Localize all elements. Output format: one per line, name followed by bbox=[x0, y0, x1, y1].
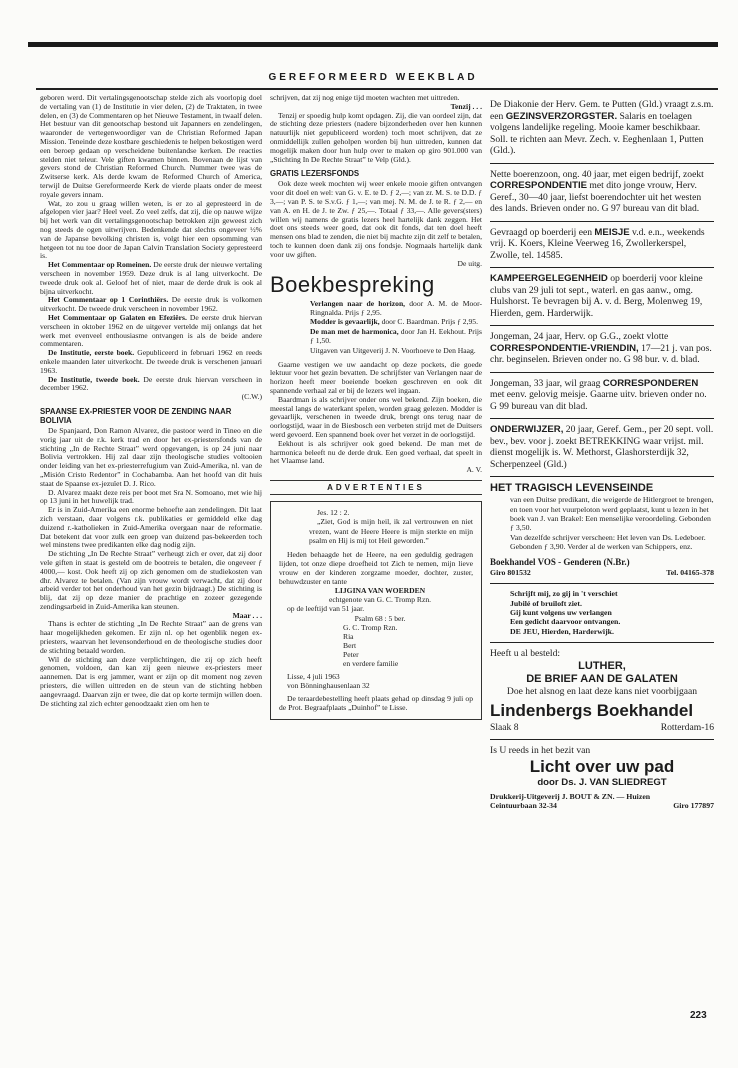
paragraph: Er is in Zuid-Amerika een enorme behoefte aan zendelingen. Dit laat zich verstaan, daar volgens r.k. publikaties er gemiddeld elke dag duizend r.-katholieken in Zuid-Amerika overgaan naar de reformatie. Dat betekent dat voor zulk een groep van duizend pas-bekeerden toch wel minstens twee predikanten elke dag nodig zijn. bbox=[40, 505, 262, 550]
advertisements-heading: ADVERTENTIES bbox=[270, 480, 482, 495]
column-3 bbox=[490, 94, 714, 816]
paragraph: schrijven, dat zij nog enige tijd moeten wachten met uittreden. bbox=[270, 93, 460, 102]
paragraph: De Institutie, eerste boek. Gepubliceerd in februari 1962 en reeds enkele maanden later uitverkocht. De tweede druk is verschenen januari 1963. bbox=[40, 348, 262, 375]
book-review-heading: Boekbespreking bbox=[270, 272, 435, 298]
ad-line: DE JEU, Hierden, Harderwijk. bbox=[510, 626, 614, 636]
page-number: 223 bbox=[690, 1010, 707, 1021]
deceased-name: LIJGINA VAN WOERDEN bbox=[334, 586, 426, 596]
book-publisher: Uitgaven van Uitgeverij J. N. Voorhoeve te Den Haag. bbox=[310, 345, 476, 355]
paragraph: De stichting „In De Rechte Straat” verheugt zich er over, dat zij door vele giften in staat is gesteld om de bootreis te betalen, die ongeveer ƒ 4000,— kost. Ook heeft zij op zich genomen om de studiekosten van dhr. Alvarez te betalen. (Van zijn vrouw wordt verwacht, dat zij door arbeid verder tot het onderhoud van het gezin bijdraagt.) De stichting is blij, dat zij op deze manier de prachtige en zozeer gezegende zendingsarbeid in Zuid-Amerika kan steunen. bbox=[40, 549, 262, 611]
subheading-maar: Maar . . . bbox=[232, 610, 262, 620]
paragraph: Eekhout is als schrijver ook goed bekend. De man met de harmonica beleeft nu de derde druk. Een goed verhaal, dat speelt in het Vlaamse land. bbox=[270, 438, 482, 466]
lindenbergs-ad bbox=[490, 643, 714, 740]
paragraph: Tenzij er spoedig hulp komt opdagen. Zij, die van oordeel zijn, dat de stichting deze priesters (nadere bijzonderheden over hen kunnen natuurlijk niet gepubliceerd worden) toch moet schrijven, dat ze onmiddellijk zullen geholpen worden bij hun uittreden, kunnen dat mogelijk maken door hun hulp over te maken op giro 901.000 van „Stichting In De Rechte Straat” te Velp (Gld.). bbox=[270, 110, 482, 164]
paragraph: Thans is echter de stichting „In De Rechte Straat” aan de grens van haar mogelijkheden gekomen. Er zijn nl. op het ogenblik negen ex-priesters, waarvan het levensonderhoud en de theologische studies door de stichting betaald worden. bbox=[40, 619, 262, 655]
ad-line: Een gedicht daarvoor ontvangen. bbox=[510, 617, 621, 627]
paragraph: Het Commentaar op Romeinen. De eerste druk der nieuwe vertaling verscheen in november 1959. Deze druk is al lang uitverkocht. De tweede druk ook al. Geloof het of niet, maar de derde druk is ook al bijna uitverkocht. bbox=[40, 260, 262, 296]
printer-contact: Ceintuurbaan 32-34 Giro 177897 bbox=[490, 801, 714, 811]
death-announcement bbox=[270, 501, 482, 719]
ad-author: door Ds. J. VAN SLIEDREGT bbox=[537, 777, 667, 789]
paragraph: De Institutie, tweede boek. De eerste druk hiervan verscheen in december 1962. bbox=[40, 374, 262, 393]
ad-line: Gij kunt volgens uw verlangen bbox=[510, 608, 612, 618]
family-member: G. C. Tromp Rzn. bbox=[343, 622, 398, 632]
ad-text: van een Duitse predikant, die weigerde de Hitlergroet te brengen, en toen voor het vuurpeloton werd geplaatst, kunt u lezen in het boek van J. van Brakel: Een menselijke veroordeling. Gebonden ƒ 3,50. bbox=[510, 495, 714, 533]
book-entry: De man met de harmonica, door Jan H. Eekhout. Prijs ƒ 1,50. bbox=[310, 327, 482, 346]
paragraph: D. Alvarez maakt deze reis per boot met Sra N. Somoano, met wie hij op 13 juni in het huwelijk trad. bbox=[40, 487, 262, 506]
book-list bbox=[270, 300, 482, 356]
paragraph: Ook deze week mochten wij weer enkele mooie giften ontvangen voor dit doel en wel: van G. v. E. te D. ƒ 2,—; van zr. M. S. te D.D. ƒ 3,—; van P. S. te S.v.G. ƒ 1,—; van mej. N. M. de J. te R. ƒ 2,— en van A. en H. de J. te Zw. ƒ 25,—. Totaal ƒ 33,—. Alle gevers(sters) willen wij namens de gratis lezers heel hartelijk dank zeggen. Het doet ons steeds weer goed, dat ook dit fonds, dat ten doel heeft mensen ons blad te zenden, die niet bij machte zijn dit zelf te betalen, toch te kunnen doen dank zij ons fondsje. Nogmaals hartelijk dank voor uw giften. bbox=[270, 179, 482, 259]
column-2 bbox=[270, 94, 482, 720]
section-heading: GRATIS LEZERSFONDS bbox=[270, 169, 360, 179]
classified-ad: De Diakonie der Herv. Gem. te Putten (Gld.) vraagt z.s.m. een GEZINSVERZORGSTER. Salaris en toelagen volgens landelijke regeling. Mooie kamer beschikbaar. Soll. te richten aan Mevr. Zech. v. Eeghenlaan 1, Putten (Gld.). bbox=[490, 94, 714, 164]
signature: A. V. bbox=[466, 465, 482, 475]
age: op de leeftijd van 51 jaar. bbox=[287, 604, 365, 614]
classified-ad: KAMPEERGELEGENHEID op boerderij voor kleine clubs van 29 juli tot sept., waterl. en gas aanw., omg. Hulshorst. Te bevragen bij A. v. d. Berg, Molenweg 19, Hierden, gem. Harderwijk. bbox=[490, 268, 714, 326]
header-rule bbox=[36, 88, 718, 90]
paragraph: Wil de stichting aan deze verplichtingen, die zij op zich heeft genomen, voldoen, dan kan zij geen nieuwe ex-priesters meer aannemen. Dat is erg jammer, want er zijn op dit moment nog zeven priesters, die willen uittreden en de steun van de stichting hebben aangevraagd. Daarvan zijn er twee, die dat op korte termijn willen doen. De stichting zal zich echter genoodzaakt zien om hen te bbox=[40, 654, 262, 708]
classified-ad: Jongeman, 24 jaar, Herv. op G.G., zoekt vlotte CORRESPONDENTIE-VRIENDIN, 17—21 j. van pos. chr. beginselen. Brieven onder no. G 98 bur. v. d. blad. bbox=[490, 326, 714, 373]
book-entry: Verlangen naar de horizon, door A. M. de Moor-Ringnalda. Prijs ƒ 2,95. bbox=[310, 298, 482, 317]
announcement-text: Heden behaagde het de Heere, na een geduldig gedragen lijden, tot onze diepe droefheid tot Zich te nemen, mijn lieve vrouw en der kinderen zorgzame moeder, dochter, zuster, behuwdzuster en tante bbox=[279, 549, 473, 587]
place-date: Lisse, 4 juli 1963 bbox=[287, 672, 340, 682]
classified-ad: Nette boerenzoon, ong. 40 jaar, met eigen bedrijf, zoekt CORRESPONDENTIE met dito jonge vrouw, Herv. Geref., 30—40 jaar, liefst boerendochter uit het westen des lands. Brieven onder no. G 97 bureau van dit blad. bbox=[490, 164, 714, 222]
licht-ad bbox=[490, 740, 714, 816]
section-heading: SPAANSE EX-PRIESTER VOOR DE ZENDING NAAR BOLIVIA bbox=[40, 406, 232, 425]
ad-line: Jubilé of bruiloft ziet. bbox=[510, 598, 582, 608]
ad-title: LUTHER, bbox=[578, 659, 626, 672]
family-member: Peter bbox=[343, 649, 359, 659]
classified-ad: Jongeman, 33 jaar, wil graag CORRESPONDEREN met eenv. gelovig meisje. Gaarne uitv. brieven onder no. G 99 bureau van dit blad. bbox=[490, 373, 714, 420]
book-ad-vos bbox=[490, 477, 714, 584]
page-header: GEREFORMEERD WEEKBLAD bbox=[268, 72, 478, 83]
top-black-bar bbox=[28, 42, 718, 47]
ad-title: DE BRIEF AAN DE GALATEN bbox=[526, 672, 678, 685]
spouse: echtgenote van G. C. Tromp Rzn. bbox=[328, 595, 432, 605]
classified-ad: Gevraagd op boerderij een MEISJE v.d. e.n., weekends vrij. K. Koers, Kleine Veerweg 16, Zwollerkerspel, Zwolle, tel. 14585. bbox=[490, 222, 714, 269]
signature: (C.W.) bbox=[241, 392, 262, 402]
shop-name: Lindenbergs Boekhandel bbox=[490, 701, 694, 721]
paragraph: Wat, zo zou u graag willen weten, is er zo al gepresteerd in de afgelopen vier jaar? Heel veel. Zo veel zelfs, dat zij, die op nauwe wijze bij het werk van dit vertalingsgenootschap betrokken zijn geweest zich nog steeds de ogen uitwrijven. Bedenkende dat slechts ongeveer ½% van de Japanse bevolking christen is, volgt hier een opsomming van hetgeen tot nu toe door de Japan Calvin Translation Society gepresteerd is. bbox=[40, 198, 262, 261]
shop-name: Boekhandel VOS - Genderen (N.Br.) bbox=[490, 557, 630, 568]
shop-address: Slaak 8 Rotterdam-16 bbox=[490, 721, 714, 733]
family-member: Bert bbox=[343, 640, 357, 650]
paragraph: Gaarne vestigen we uw aandacht op deze pockets, die goede lektuur voor het gezin bevatten. De schrijfster van Verlangen naar de horizon heeft meer boeiende boeken geschreven en ook dit spannende verhaal zal er bij de lezers wel ingaan. bbox=[270, 359, 482, 396]
ad-question: Heeft u al besteld: bbox=[490, 648, 561, 660]
ad-line: Schrijft mij, zo gij in 't verschiet bbox=[510, 589, 618, 599]
signature: De uitg. bbox=[457, 258, 482, 268]
classified-ad: ONDERWIJZER, 20 jaar, Geref. Gem., per 20 sept. voll. bev., bev. voor j. zoekt BETREKKING waar vrijst. mil. dienst mogelijk is. W. Methorst, Glashorsterdijk 32, Scherpenzeel (Gld.) bbox=[490, 419, 714, 477]
address: von Bönninghausenlaan 32 bbox=[287, 681, 370, 691]
paragraph: Baardman is als schrijver onder ons wel bekend. Zijn boeken, die meestal langs de waterkant spelen, worden graag gelezen. Modder is gevaarlijk, verschenen in tweede druk, brengt ons terug naar de oorlogstijd, waar in de Biesbosch een verbeten strijd met de Duitsers werd gevoerd. Een spannend boek over het verzet in de oorlogstijd. bbox=[270, 394, 482, 440]
verse: „Ziet, God is mijn heil, ik zal vertrouwen en niet vrezen, want de Heere Heere is mijn sterkte en mijn psalm en Hij is mij tot Heil geworden.” bbox=[309, 517, 473, 545]
verse-ref: Jes. 12 : 2. bbox=[317, 508, 350, 518]
family-member: Ria bbox=[343, 631, 354, 641]
family-member: en verdere familie bbox=[343, 659, 399, 669]
subheading-tenzij: Tenzij . . . bbox=[450, 101, 482, 111]
paragraph: geboren werd. Dit vertalingsgenootschap stelde zich als voorlopig doel de vertaling van (1) de Institutie in vier delen, (2) de Traktaten, in twee delen, en (3) de Commentaren op het Nieuwe Testament, in twaalf delen. Het bestuur van dit genootschap bestond uit Japanners en zendelingen, waaronder de vertegenwoordiger van de Christian Reformed Japan Mission. Teneinde deze kostbare geschiedenis te helpen bekostigen werd een beroep gedaan op verscheidene buitenlandse kerken. De reacties stelden niet teleur. Vele giften kwamen binnen. Bovenaan de lijst van gevers stond de Christian Reformed Church. Nummer twee was de Zwitserse kerk. Als derde kwam de Reformed Church of America, terwijl de Duitse Gereformeerde Kerk de vierde plaats onder de meest royale gevers innam. bbox=[40, 93, 263, 199]
paragraph: De Spanjaard, Don Ramon Alvarez, die pastoor werd in Tineo en die vorig jaar uit de r.k. kerk trad en door het ex-priestersfonds van de stichting „In de Rechte Straat” werd opgevangen, is op 24 juni naar Bolivia vertrokken. Hij zal daar zijn theologische studies voltooien onder leiding van het ex-priesterrefugium van Zuid-Amerika, nl. van de „Misión Cristo Redentor” in Cochabamba. Aan het hoofd van dit huis staat de Spaanse ex-jezuïet D. J. Rico. bbox=[40, 425, 262, 488]
psalm: Psalm 68 : 5 ber. bbox=[354, 613, 406, 623]
book-entry: Modder is gevaarlijk, door C. Baardman. Prijs ƒ 2,95. bbox=[310, 317, 478, 327]
ad-text: Doe het alsnog en laat deze kans niet voorbijgaan bbox=[506, 685, 698, 697]
poem-ad bbox=[490, 584, 714, 643]
column-1 bbox=[40, 94, 262, 708]
ad-title: Licht over uw pad bbox=[529, 756, 675, 776]
ad-question: Is U reeds in het bezit van bbox=[490, 745, 591, 757]
paragraph: Het Commentaar op 1 Corinthiërs. De eerste druk is volkomen uitverkocht. De tweede druk verscheen in november 1962. bbox=[40, 295, 262, 314]
paragraph: Het Commentaar op Galaten en Efeziërs. De eerste druk hiervan verscheen in oktober 1962 en de uitgever vertelde mij onlangs dat het werk met evenveel enthousiasme ontvangen is als de beide andere commentaren. bbox=[40, 312, 262, 349]
printer: Drukkerij-Uitgeverij J. BOUT & ZN. — Huizen bbox=[490, 791, 651, 801]
burial: De teraardebestelling heeft plaats gehad op dinsdag 9 juli op de Prot. Begraafplaats „Duinhof” te Lisse. bbox=[279, 694, 473, 713]
shop-contact: Giro 801532 Tel. 04165-378 bbox=[490, 568, 714, 578]
ad-headline: HET TRAGISCH LEVENSEINDE bbox=[490, 482, 654, 494]
ad-text: Van dezelfde schrijver verscheen: Het leven van Ds. Ledeboer. Gebonden ƒ 3,90. Verder al de werken van Schippers, enz. bbox=[510, 532, 706, 551]
